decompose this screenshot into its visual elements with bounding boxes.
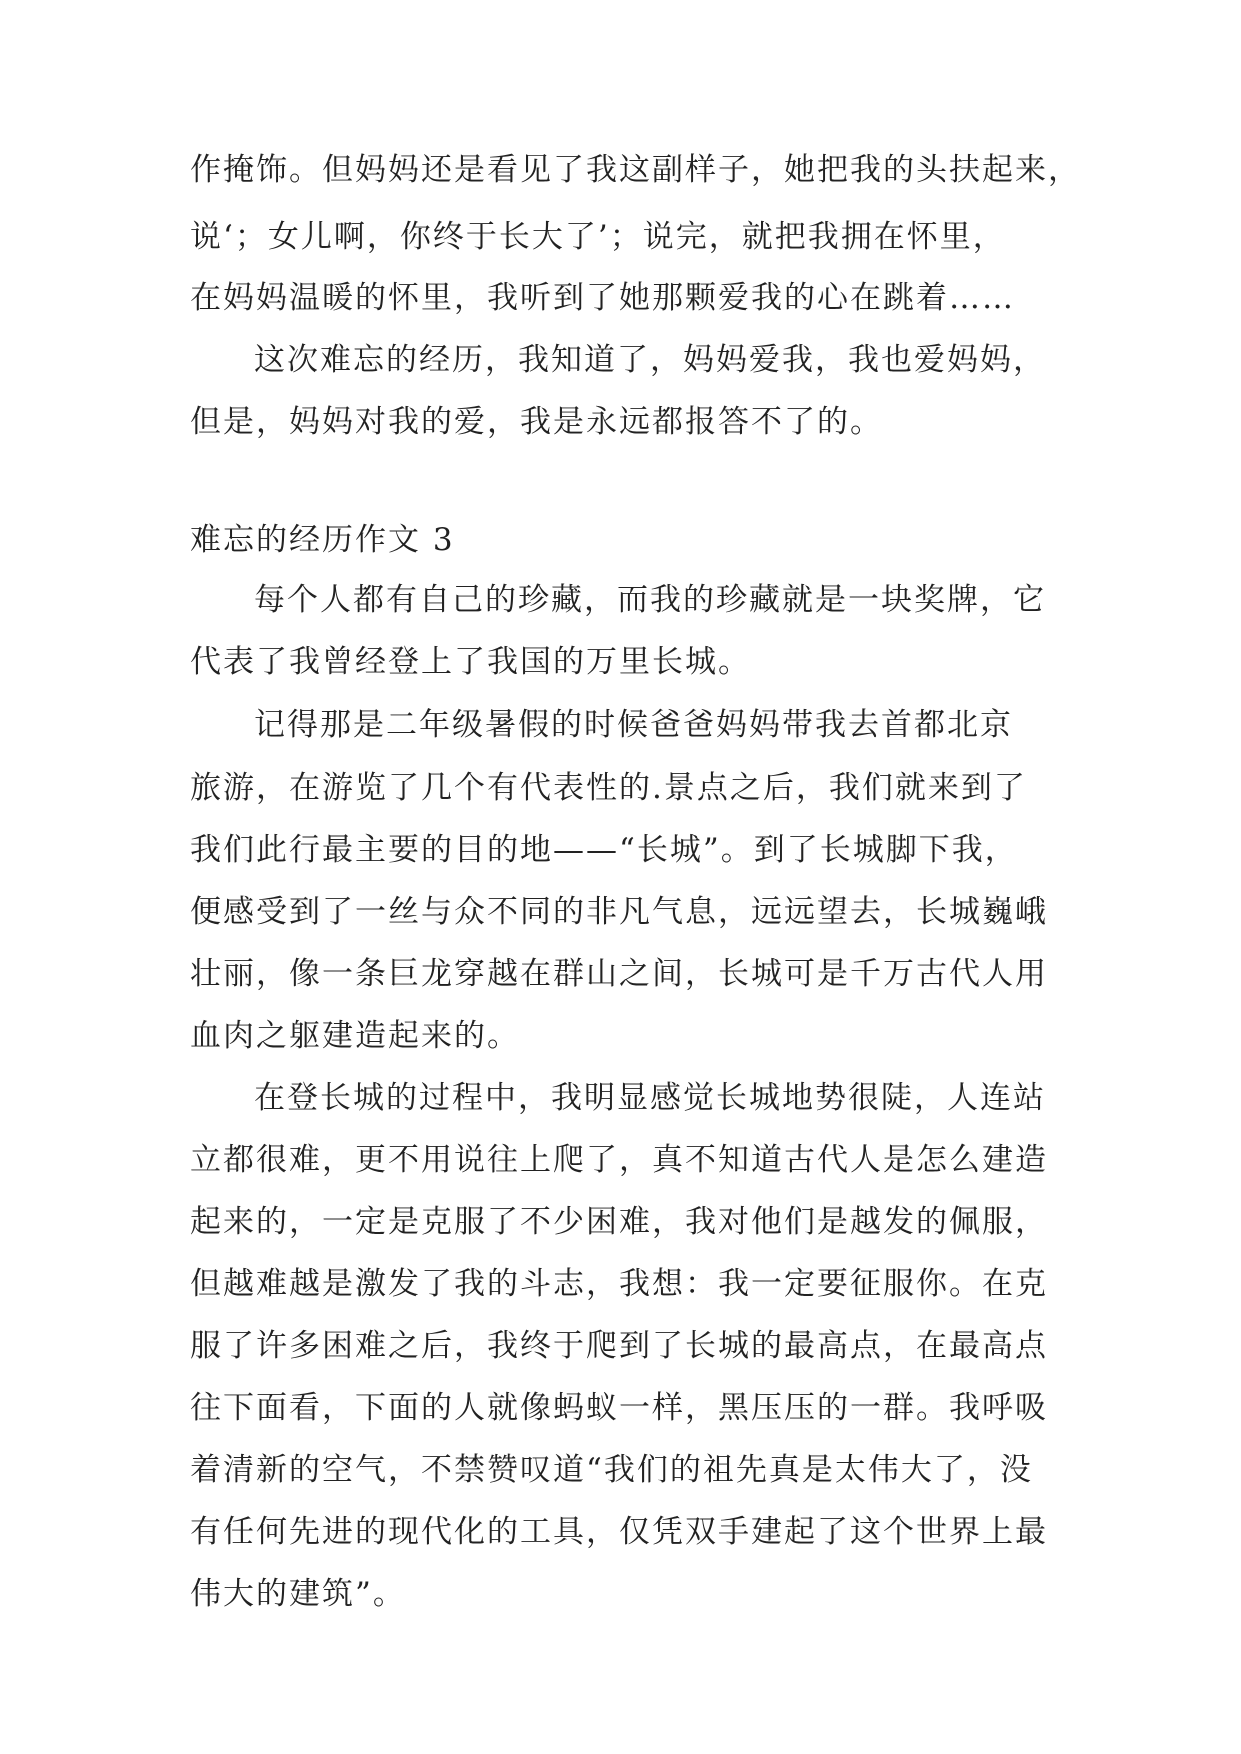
text-line: 旅游，在游览了几个有代表性的.景点之后，我们就来到了 [190, 770, 1027, 806]
text-line: 便感受到了一丝与众不同的非凡气息，远远望去，长城巍峨 [190, 894, 1048, 930]
text-line: 服了许多困难之后，我终于爬到了长城的最高点，在最高点 [190, 1328, 1048, 1364]
text-line: 有任何先进的现代化的工具，仅凭双手建起了这个世界上最 [190, 1514, 1048, 1550]
text-line: 立都很难，更不用说往上爬了，真不知道古代人是怎么建造 [190, 1142, 1048, 1178]
text-line: 作掩饰。但妈妈还是看见了我这副样子，她把我的头扶起来， [190, 152, 1081, 188]
section-heading: 难忘的经历作文 3 [190, 522, 455, 558]
text-line: 说‘；女儿啊，你终于长大了’；说完，就把我拥在怀里， [190, 219, 1006, 255]
text-line: 壮丽，像一条巨龙穿越在群山之间，长城可是千万古代人用 [190, 956, 1048, 992]
text-line: 记得那是二年级暑假的时候爸爸妈妈带我去首都北京 [254, 707, 1013, 743]
text-line: 代表了我曾经登上了我国的万里长城。 [190, 644, 751, 680]
text-line: 我们此行最主要的目的地——“长城”。到了长城脚下我， [190, 832, 1018, 868]
text-line: 这次难忘的经历，我知道了，妈妈爱我，我也爱妈妈， [254, 342, 1046, 378]
text-line: 往下面看，下面的人就像蚂蚁一样，黑压压的一群。我呼吸 [190, 1390, 1048, 1426]
text-line: 着清新的空气，不禁赞叹道“我们的祖先真是太伟大了，没 [190, 1452, 1033, 1488]
text-line: 起来的，一定是克服了不少困难，我对他们是越发的佩服， [190, 1204, 1048, 1240]
text-line: 但是，妈妈对我的爱，我是永远都报答不了的。 [190, 404, 883, 440]
text-line: 每个人都有自己的珍藏，而我的珍藏就是一块奖牌，它 [254, 582, 1046, 618]
text-line: 伟大的建筑”。 [190, 1576, 406, 1612]
text-line: 在妈妈温暖的怀里，我听到了她那颗爱我的心在跳着…… [190, 280, 1015, 316]
text-line: 在登长城的过程中，我明显感觉长城地势很陡，人连站 [254, 1080, 1046, 1116]
text-line: 血肉之躯建造起来的。 [190, 1018, 520, 1054]
text-line: 但越难越是激发了我的斗志，我想：我一定要征服你。在克 [190, 1266, 1048, 1302]
